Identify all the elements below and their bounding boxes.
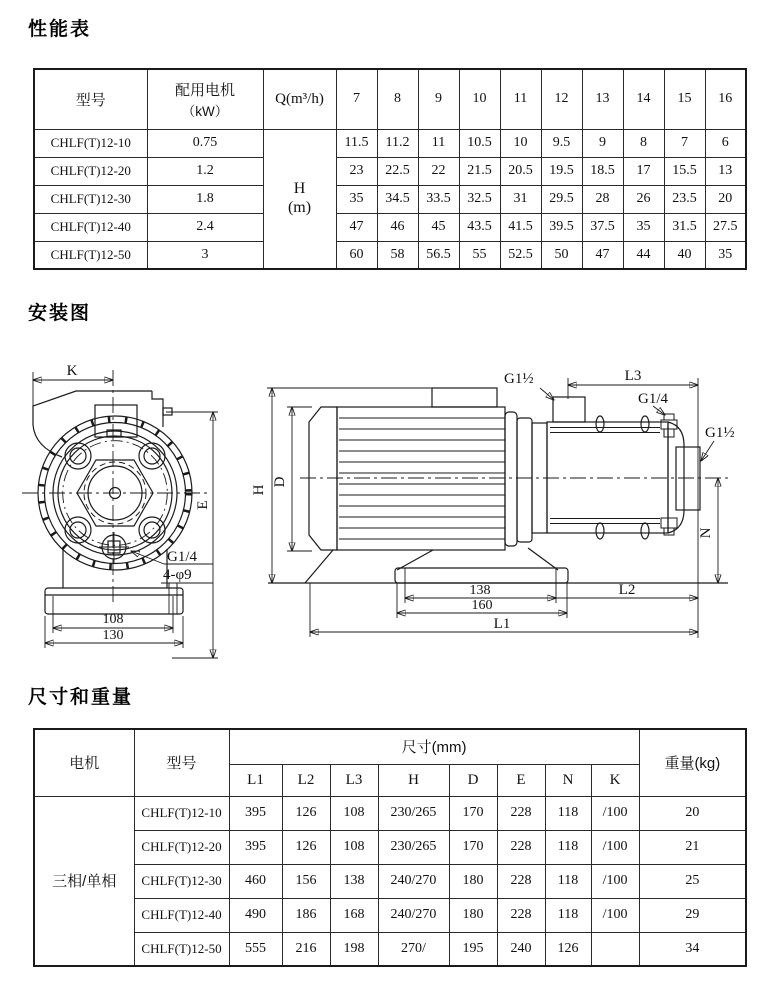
power-cell: 2.4 bbox=[147, 213, 263, 241]
model-cell: CHLF(T)12-30 bbox=[34, 185, 147, 213]
table-row bbox=[34, 898, 746, 932]
flow-col-header: 15 bbox=[664, 69, 705, 129]
support-foot bbox=[305, 548, 568, 583]
dim-cell: 490 bbox=[229, 898, 282, 932]
head-value: 41.5 bbox=[500, 213, 541, 241]
dim-cell: 108 bbox=[330, 796, 378, 830]
dim-cell: 126 bbox=[282, 830, 330, 864]
head-value: 20 bbox=[705, 185, 746, 213]
head-value: 35 bbox=[705, 241, 746, 269]
dim-K bbox=[33, 372, 113, 426]
col-header-motor bbox=[147, 69, 263, 129]
dim-cell: 168 bbox=[330, 898, 378, 932]
head-value: 10.5 bbox=[459, 129, 500, 157]
motor-header-line2: （kW） bbox=[181, 103, 229, 119]
head-value: 40 bbox=[664, 241, 705, 269]
dim-E bbox=[166, 412, 218, 658]
weight-cell: 25 bbox=[639, 864, 746, 898]
size-col-header: N bbox=[545, 764, 591, 796]
dim-cell: 555 bbox=[229, 932, 282, 966]
motor-type-cell: 三相/单相 bbox=[34, 796, 134, 966]
tie-rods bbox=[550, 428, 660, 524]
col-header-weight: 重量(kg) bbox=[639, 729, 746, 796]
weight-cell: 21 bbox=[639, 830, 746, 864]
head-value: 11.2 bbox=[377, 129, 418, 157]
flow-col-header: 14 bbox=[623, 69, 664, 129]
dim-cell: 228 bbox=[497, 830, 545, 864]
installation-title: 安装图 bbox=[28, 303, 92, 324]
head-value: 50 bbox=[541, 241, 582, 269]
leader-g14-side bbox=[653, 406, 665, 415]
side-view bbox=[251, 368, 735, 638]
dim-cell: 240/270 bbox=[378, 864, 449, 898]
dim-cell: 228 bbox=[497, 864, 545, 898]
performance-title: 性能表 bbox=[28, 19, 92, 40]
performance-table bbox=[33, 68, 747, 270]
model-cell: CHLF(T)12-40 bbox=[134, 898, 229, 932]
model-cell: CHLF(T)12-20 bbox=[34, 157, 147, 185]
label-D: D bbox=[272, 476, 288, 488]
dim-cell: 186 bbox=[282, 898, 330, 932]
dim-cell: 198 bbox=[330, 932, 378, 966]
head-value: 35 bbox=[623, 213, 664, 241]
pump-barrel bbox=[547, 422, 668, 533]
head-value: 26 bbox=[623, 185, 664, 213]
dim-cell: 270/ bbox=[378, 932, 449, 966]
weight-cell: 29 bbox=[639, 898, 746, 932]
size-col-header: L2 bbox=[282, 764, 330, 796]
label-g112-right: G1½ bbox=[705, 425, 735, 441]
discharge-port bbox=[676, 447, 700, 510]
callout-holes bbox=[161, 583, 213, 614]
model-cell: CHLF(T)12-30 bbox=[134, 864, 229, 898]
label-4phi9: 4-φ9 bbox=[163, 567, 192, 583]
flow-col-header: 12 bbox=[541, 69, 582, 129]
leader-g112-top bbox=[540, 388, 554, 400]
dim-cell: 230/265 bbox=[378, 796, 449, 830]
dim-cell: 230/265 bbox=[378, 830, 449, 864]
dim-cell: 156 bbox=[282, 864, 330, 898]
flow-col-header: 7 bbox=[336, 69, 377, 129]
head-value: 22 bbox=[418, 157, 459, 185]
label-L3: L3 bbox=[624, 368, 642, 384]
leader-g112-right bbox=[701, 441, 714, 461]
head-value: 29.5 bbox=[541, 185, 582, 213]
size-col-header: L3 bbox=[330, 764, 378, 796]
head-unit-cell bbox=[263, 129, 336, 269]
label-L1: L1 bbox=[493, 616, 511, 632]
head-value: 27.5 bbox=[705, 213, 746, 241]
dim-cell: 228 bbox=[497, 898, 545, 932]
weight-cell: 34 bbox=[639, 932, 746, 966]
table-row bbox=[34, 830, 746, 864]
power-cell: 3 bbox=[147, 241, 263, 269]
col-header-model: 型号 bbox=[34, 69, 147, 129]
flow-col-header: 11 bbox=[500, 69, 541, 129]
head-value: 17 bbox=[623, 157, 664, 185]
head-value: 43.5 bbox=[459, 213, 500, 241]
table-row bbox=[34, 129, 746, 157]
head-value: 23 bbox=[336, 157, 377, 185]
dim-cell: 170 bbox=[449, 796, 497, 830]
flow-col-header: 13 bbox=[582, 69, 623, 129]
label-N: N bbox=[698, 527, 714, 539]
table-row bbox=[34, 932, 746, 966]
front-view bbox=[22, 363, 218, 658]
dim-cell: 395 bbox=[229, 830, 282, 864]
dim-cell: 118 bbox=[545, 864, 591, 898]
head-value: 31 bbox=[500, 185, 541, 213]
model-cell: CHLF(T)12-10 bbox=[34, 129, 147, 157]
label-130: 130 bbox=[102, 628, 124, 643]
dim-cell: 240 bbox=[497, 932, 545, 966]
label-g14-side: G1/4 bbox=[638, 391, 668, 407]
power-cell: 1.8 bbox=[147, 185, 263, 213]
head-value: 32.5 bbox=[459, 185, 500, 213]
model-cell: CHLF(T)12-40 bbox=[34, 213, 147, 241]
head-value: 10 bbox=[500, 129, 541, 157]
head-value: 8 bbox=[623, 129, 664, 157]
head-value: 46 bbox=[377, 213, 418, 241]
table-row bbox=[34, 241, 746, 269]
head-value: 37.5 bbox=[582, 213, 623, 241]
dim-cell: 180 bbox=[449, 898, 497, 932]
label-K: K bbox=[66, 363, 78, 379]
model-cell: CHLF(T)12-20 bbox=[134, 830, 229, 864]
head-value: 33.5 bbox=[418, 185, 459, 213]
terminal-box-front bbox=[95, 405, 172, 437]
dim-cell: 240/270 bbox=[378, 898, 449, 932]
dimensions-title: 尺寸和重量 bbox=[28, 687, 134, 708]
head-value: 6 bbox=[705, 129, 746, 157]
size-col-header: H bbox=[378, 764, 449, 796]
head-value: 55 bbox=[459, 241, 500, 269]
flow-col-header: 10 bbox=[459, 69, 500, 129]
dim-cell: 216 bbox=[282, 932, 330, 966]
dim-cell: /100 bbox=[591, 796, 639, 830]
head-value: 28 bbox=[582, 185, 623, 213]
model-cell: CHLF(T)12-50 bbox=[34, 241, 147, 269]
fan-cover bbox=[309, 407, 337, 550]
head-value: 52.5 bbox=[500, 241, 541, 269]
terminal-box-side bbox=[432, 388, 497, 407]
dim-L3 bbox=[568, 378, 698, 638]
head-value: 15.5 bbox=[664, 157, 705, 185]
stage-bosses bbox=[596, 416, 649, 539]
label-E: E bbox=[195, 500, 211, 510]
dimensions-table bbox=[33, 728, 747, 967]
dim-cell: /100 bbox=[591, 898, 639, 932]
head-value: 19.5 bbox=[541, 157, 582, 185]
vent-fitting bbox=[661, 414, 677, 437]
model-cell: CHLF(T)12-50 bbox=[134, 932, 229, 966]
dim-cell: 460 bbox=[229, 864, 282, 898]
head-value: 39.5 bbox=[541, 213, 582, 241]
power-cell: 0.75 bbox=[147, 129, 263, 157]
head-value: 11 bbox=[418, 129, 459, 157]
head-value: 58 bbox=[377, 241, 418, 269]
performance-header-row bbox=[34, 69, 746, 129]
head-value: 47 bbox=[582, 241, 623, 269]
weight-cell: 20 bbox=[639, 796, 746, 830]
head-value: 45 bbox=[418, 213, 459, 241]
dim-cell: 126 bbox=[282, 796, 330, 830]
col-header-model: 型号 bbox=[134, 729, 229, 796]
size-col-header: E bbox=[497, 764, 545, 796]
head-value: 22.5 bbox=[377, 157, 418, 185]
flow-col-header: 16 bbox=[705, 69, 746, 129]
dim-cell: 395 bbox=[229, 796, 282, 830]
head-value: 34.5 bbox=[377, 185, 418, 213]
drain-port bbox=[99, 532, 129, 564]
dim-cell: 108 bbox=[330, 830, 378, 864]
table-row bbox=[34, 157, 746, 185]
head-value: 13 bbox=[705, 157, 746, 185]
head-value: 9.5 bbox=[541, 129, 582, 157]
dim-cell: 118 bbox=[545, 796, 591, 830]
head-value: 7 bbox=[664, 129, 705, 157]
col-header-flow: Q(m³/h) bbox=[263, 69, 336, 129]
head-label: H bbox=[293, 180, 306, 198]
head-value: 11.5 bbox=[336, 129, 377, 157]
power-cell: 1.2 bbox=[147, 157, 263, 185]
table-row bbox=[34, 213, 746, 241]
head-value: 20.5 bbox=[500, 157, 541, 185]
head-value: 9 bbox=[582, 129, 623, 157]
model-cell: CHLF(T)12-10 bbox=[134, 796, 229, 830]
motor-header-line1: 配用电机 bbox=[174, 81, 235, 99]
inlet-port bbox=[553, 397, 585, 422]
table-row bbox=[34, 864, 746, 898]
dim-cell: 138 bbox=[330, 864, 378, 898]
dim-cell: /100 bbox=[591, 830, 639, 864]
head-value: 21.5 bbox=[459, 157, 500, 185]
col-header-motor: 电机 bbox=[34, 729, 134, 796]
dim-cell: 195 bbox=[449, 932, 497, 966]
dim-cell: 180 bbox=[449, 864, 497, 898]
head-value: 35 bbox=[336, 185, 377, 213]
size-col-header: K bbox=[591, 764, 639, 796]
dim-cell: /100 bbox=[591, 864, 639, 898]
dim-cell: 126 bbox=[545, 932, 591, 966]
motor-body bbox=[337, 407, 505, 550]
label-L2: L2 bbox=[618, 582, 636, 598]
flow-col-header: 8 bbox=[377, 69, 418, 129]
size-col-header: D bbox=[449, 764, 497, 796]
size-col-header: L1 bbox=[229, 764, 282, 796]
dim-cell: 170 bbox=[449, 830, 497, 864]
dim-D bbox=[287, 407, 312, 551]
table-row bbox=[34, 796, 746, 830]
installation-drawing bbox=[0, 350, 780, 662]
label-108: 108 bbox=[102, 612, 124, 627]
label-g112-top: G1½ bbox=[504, 371, 534, 387]
label-H: H bbox=[251, 484, 267, 496]
head-value: 18.5 bbox=[582, 157, 623, 185]
table-row bbox=[34, 185, 746, 213]
dim-cell: 118 bbox=[545, 830, 591, 864]
head-value: 23.5 bbox=[664, 185, 705, 213]
head-value: 31.5 bbox=[664, 213, 705, 241]
base-plate bbox=[45, 588, 183, 614]
drive-bracket bbox=[505, 412, 547, 546]
label-g14-front: G1/4 bbox=[167, 549, 197, 565]
head-value: 44 bbox=[623, 241, 664, 269]
dim-cell: 228 bbox=[497, 796, 545, 830]
label-160: 160 bbox=[471, 598, 493, 613]
flow-col-header: 9 bbox=[418, 69, 459, 129]
head-value: 56.5 bbox=[418, 241, 459, 269]
head-unit: (m) bbox=[287, 198, 312, 216]
label-138: 138 bbox=[469, 583, 491, 598]
dim-cell bbox=[591, 932, 639, 966]
dimensions-header-row-1 bbox=[34, 729, 746, 764]
col-header-size-group: 尺寸(mm) bbox=[229, 729, 639, 764]
dim-cell: 118 bbox=[545, 898, 591, 932]
head-value: 47 bbox=[336, 213, 377, 241]
motor-fins bbox=[339, 418, 505, 539]
head-value: 60 bbox=[336, 241, 377, 269]
